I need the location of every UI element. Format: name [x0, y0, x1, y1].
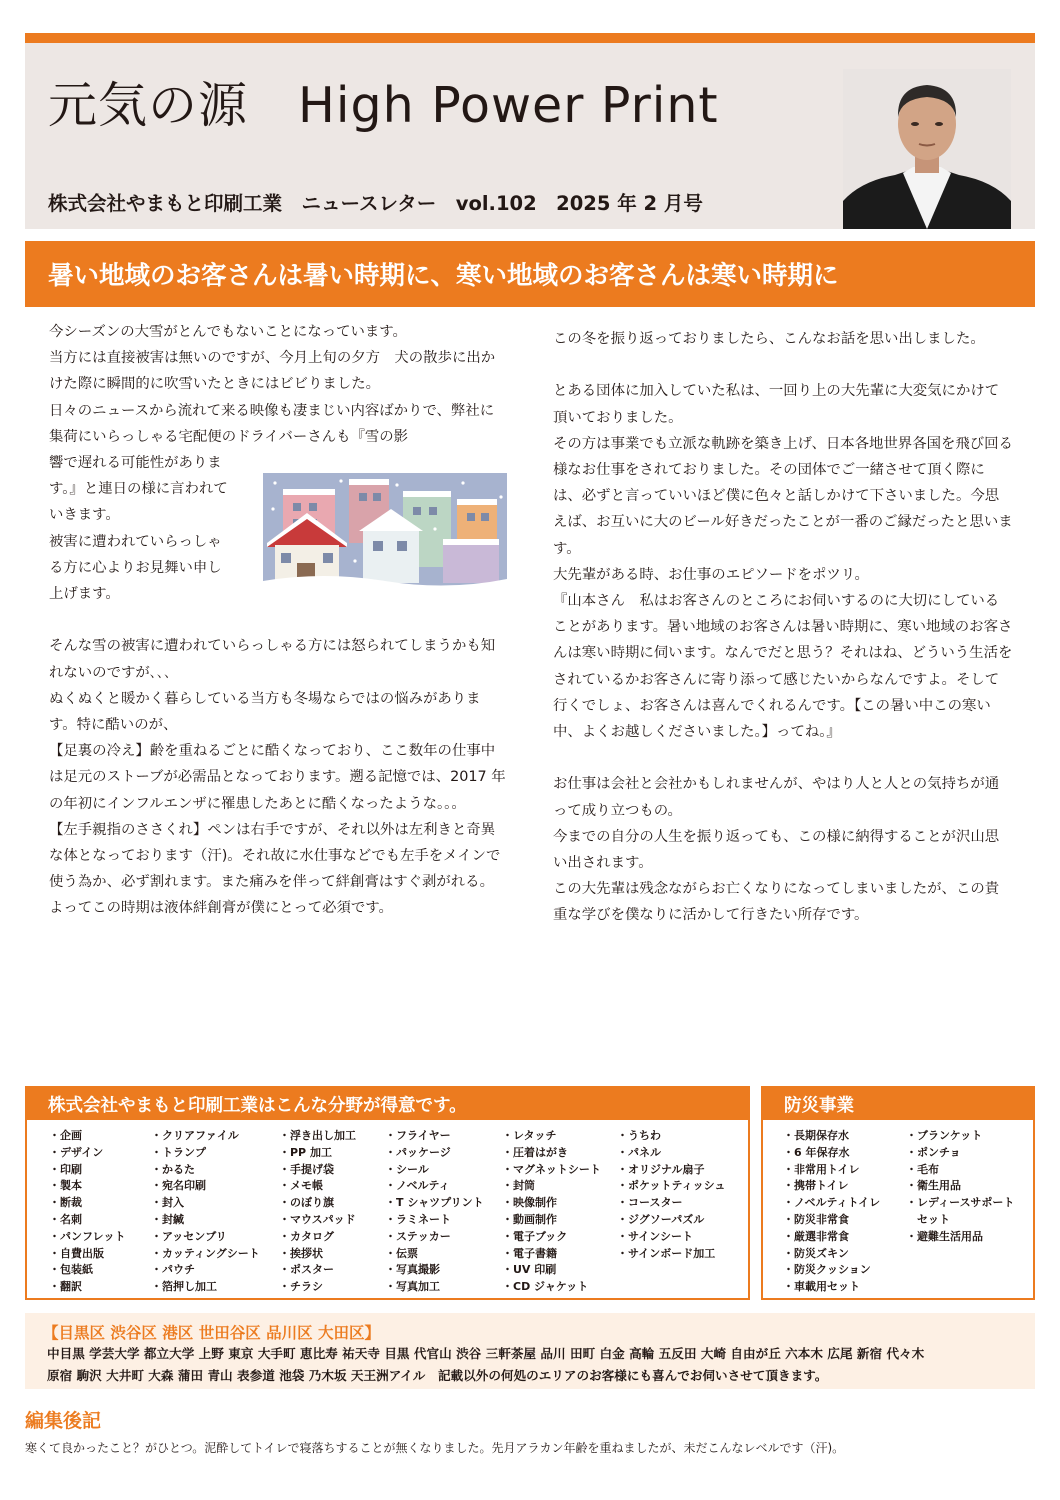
paragraph: その方は事業でも立派な軌跡を築き上げ、日本各地世界各国を飛び回る様なお仕事をされておりました。その団体でご一緒させて頂く際には、必ずと言っていいほど僕に色々と話しかけて下さいました。今思えば、お互いに大のビール好きだったことが一番のご縁だったと思います。 — [553, 435, 1013, 557]
list-item: ・チラシ — [279, 1280, 323, 1294]
list-item: ・電子書籍 — [502, 1246, 557, 1260]
disaster-prevention-box — [761, 1086, 1035, 1300]
list-item: ・防災非常食 — [783, 1212, 849, 1226]
paragraph: 当方には直接被害は無いのですが、今月上旬の夕方 犬の散歩に出かけた際に瞬間的に吹雪いたときにはビビりました。 — [49, 350, 496, 393]
services-list — [617, 1128, 725, 1262]
paragraph: ぬくぬくと暖かく暮らしている当方も冬場ならではの悩みがあります。特に酷いのが、 — [49, 690, 481, 734]
services-list — [279, 1128, 356, 1296]
list-item: ・ラミネート — [385, 1212, 451, 1226]
list-item: ・フライヤー — [385, 1129, 451, 1142]
top-accent-bar — [25, 33, 1035, 43]
newsletter-title: 元気の源 High Power Print — [48, 77, 719, 134]
service-area-line: 原宿 駒沢 大井町 大森 蒲田 青山 表参道 池袋 乃木坂 天王洲アイル 記載以外の何処のエリアのお客様にも喜んでお伺いさせて頂きます。 — [47, 1368, 828, 1383]
disaster-list — [906, 1128, 1014, 1246]
services-heading: 株式会社やまもと印刷工業はこんな分野が得意です。 — [48, 1096, 467, 1116]
list-item: ・かるた — [151, 1162, 195, 1176]
list-item: ・自費出版 — [49, 1246, 104, 1260]
list-item: ・カッティングシート — [151, 1246, 260, 1260]
list-item: ・名刺 — [49, 1212, 82, 1226]
list-item: ・封入 — [151, 1196, 184, 1210]
list-item: ・防災ズキン — [783, 1246, 849, 1260]
list-item: ・マウスパッド — [279, 1212, 356, 1226]
list-item: ・アッセンブリ — [151, 1229, 227, 1243]
services-list — [385, 1128, 484, 1296]
postscript-body: 寒くて良かったこと？がひとつ。泥酔してトイレで寝落ちすることが無くなりました。先月アラカン年齢を重ねましたが、未だこんなレベルです（汗)。 — [25, 1441, 845, 1455]
list-item: ・サインボード加工 — [617, 1246, 716, 1260]
list-item: ・封緘 — [151, 1212, 184, 1226]
author-portrait — [843, 69, 1011, 229]
list-item: ・レディースサポート — [906, 1196, 1015, 1210]
list-item: ・非常用トイレ — [783, 1162, 860, 1176]
list-item: ・浮き出し加工 — [279, 1129, 356, 1142]
article-headline-bar — [25, 241, 1035, 307]
list-item: ・コースター — [617, 1196, 683, 1210]
list-item: ・電子ブック — [502, 1229, 568, 1243]
paragraph: 響で遅れる可能性がありま — [49, 455, 222, 472]
list-item: ・ポケットティッシュ — [617, 1179, 726, 1193]
service-area-box — [25, 1313, 1035, 1389]
newsletter-subtitle: 株式会社やまもと印刷工業 ニュースレター vol.102 2025 年 2 月号 — [48, 192, 703, 215]
list-item: ・写真加工 — [385, 1280, 440, 1294]
paragraph: いきます。 — [49, 507, 120, 524]
services-list — [49, 1128, 125, 1296]
list-item: ・カタログ — [279, 1229, 334, 1243]
list-item: セット — [906, 1212, 950, 1226]
list-item: ・動画制作 — [502, 1212, 557, 1226]
list-item: ・封筒 — [502, 1179, 535, 1193]
paragraph: す。』と連日の様に言われて — [49, 481, 228, 498]
list-item: ・企画 — [49, 1129, 82, 1142]
list-item: ・ポンチョ — [906, 1145, 961, 1159]
list-item: ・衛生用品 — [906, 1179, 961, 1193]
list-item: ・厳選非常食 — [783, 1229, 849, 1243]
list-item: ・パンフレット — [49, 1229, 126, 1243]
list-item: ・毛布 — [906, 1162, 939, 1176]
paragraph: 『山本さん 私はお客さんのところにお伺いするのに大切にしていることがあります。暑い地域のお客さんは暑い時期に、寒い地域のお客さんは寒い時期に伺います。なんでだと思う？それはね、どういう生活をされているかお客さんに寄り添って感じたいからなんですよ。そして行くでしょ、お客さんは喜んでくれるんです。【この暑い中この寒い中、よくお越しくださいました。】ってね。』 — [553, 593, 1013, 741]
service-area-line: 中目黒 学芸大学 都立大学 上野 東京 大手町 恵比寿 祐天寺 目黒 代官山 渋谷 三軒茶屋 品川 田町 白金 高輪 五反田 大崎 自由が丘 六本木 広尾 新宿 代々木 — [47, 1346, 925, 1361]
list-item: ・映像制作 — [502, 1196, 557, 1210]
postscript-title: 編集後記 — [25, 1410, 102, 1432]
list-item: ・うちわ — [617, 1129, 661, 1142]
paragraph: 今までの自分の人生を振り返っても、この様に納得することが沢山思い出されます。 — [553, 828, 1000, 872]
paragraph: 大先輩がある時、お仕事のエピソードをポツリ。 — [553, 566, 869, 583]
list-item: ・避難生活用品 — [906, 1229, 983, 1243]
list-item: ・クリアファイル — [151, 1129, 239, 1142]
services-box — [25, 1086, 750, 1300]
list-item: ・6 年保存水 — [783, 1145, 850, 1159]
paragraph: この大先輩は残念ながらお亡くなりになってしまいましたが、この貴重な学びを僕なりに活かして行きたい所存です。 — [553, 881, 1000, 924]
list-item: ・パウチ — [151, 1263, 195, 1277]
list-item: ・のぼり旗 — [279, 1196, 334, 1210]
list-item: ・印刷 — [49, 1162, 82, 1176]
list-item: ・宛名印刷 — [151, 1179, 206, 1193]
paragraph: とある団体に加入していた私は、一回り上の大先輩に大変気にかけて頂いておりました。 — [553, 383, 1000, 426]
snowy-town-illustration — [263, 473, 507, 613]
article-right-column — [553, 326, 1013, 929]
paragraph: 上げます。 — [49, 586, 120, 603]
masthead — [25, 43, 1035, 229]
list-item: ・伝票 — [385, 1246, 418, 1260]
paragraph: 被害に遭われていらっしゃ — [49, 533, 222, 550]
list-item: ・メモ帳 — [279, 1179, 323, 1193]
list-item: ・防災クッション — [783, 1263, 871, 1277]
list-item: ・箔押し加工 — [151, 1280, 217, 1294]
list-item: ・写真撮影 — [385, 1263, 440, 1277]
list-item: ・T シャツプリント — [385, 1196, 484, 1210]
list-item: ・手提げ袋 — [279, 1162, 334, 1176]
paragraph: この冬を振り返っておりましたら、こんなお話を思い出しました。 — [553, 331, 985, 347]
list-item: ・デザイン — [49, 1145, 104, 1159]
list-item: ・オリジナル扇子 — [617, 1162, 705, 1176]
list-item: ・ポスター — [279, 1263, 334, 1277]
list-item: ・CD ジャケット — [502, 1280, 589, 1294]
paragraph: お仕事は会社と会社かもしれませんが、やはり人と人との気持ちが通って成り立つもの。 — [553, 776, 1000, 819]
paragraph: そんな雪の被害に遭われていらっしゃる方には怒られてしまうかも知れないのですが､､､ — [49, 638, 496, 681]
paragraph: 【左手親指のささくれ】ペンは右手ですが、それ以外は左利きと奇異な体となっております（汗)。それ故に水仕事などでも左手をメインで使う為か、必ず割れます。また痛みを伴って絆創膏はすぐ剥がれる。よってこの時期は液体絆創膏が僕にとって必須です。 — [49, 821, 501, 917]
disaster-list — [783, 1128, 880, 1296]
service-area-heading: 【目黒区 渋谷区 港区 世田谷区 品川区 大田区】 — [43, 1324, 380, 1342]
article-headline: 暑い地域のお客さんは暑い時期に、寒い地域のお客さんは寒い時期に — [48, 261, 839, 291]
list-item: ・ジグソーパズル — [617, 1212, 705, 1226]
list-item: ・サインシート — [617, 1229, 693, 1243]
list-item: ・ノベルティ — [385, 1179, 450, 1193]
list-item: ・車載用セット — [783, 1280, 860, 1294]
list-item: ・断裁 — [49, 1196, 82, 1210]
list-item: ・マグネットシート — [502, 1162, 601, 1176]
services-list — [502, 1128, 601, 1296]
list-item: ・製本 — [49, 1179, 82, 1193]
list-item: ・パッケージ — [385, 1145, 451, 1159]
list-item: ・UV 印刷 — [502, 1263, 557, 1277]
list-item: ・圧着はがき — [502, 1145, 568, 1159]
paragraph: 今シーズンの大雪がとんでもないことになっています。 — [49, 324, 407, 340]
list-item: ・挨拶状 — [279, 1246, 323, 1260]
list-item: ・ブランケット — [906, 1129, 983, 1142]
list-item: ・PP 加工 — [279, 1145, 332, 1159]
list-item: ・パネル — [617, 1145, 661, 1159]
services-list — [151, 1128, 260, 1296]
list-item: ・ステッカー — [385, 1229, 451, 1243]
list-item: ・トランプ — [151, 1145, 206, 1159]
article-left-column — [49, 319, 507, 922]
list-item: ・長期保存水 — [783, 1129, 849, 1142]
list-item: ・携帯トイレ — [783, 1179, 849, 1193]
paragraph: 【足裏の冷え】齢を重ねるごとに酷くなっており、ここ数年の仕事中は足元のストーブが必需品となっております。遡る記憶では、2017 年の年初にインフルエンザに罹患したあとに酷くなったような｡｡｡ — [49, 743, 506, 812]
list-item: ・ノベルティトイレ — [783, 1196, 881, 1210]
list-item: ・シール — [385, 1162, 429, 1176]
paragraph: る方に心よりお見舞い申し — [49, 559, 222, 576]
list-item: ・包装紙 — [49, 1263, 93, 1277]
disaster-heading-bar — [763, 1088, 1033, 1120]
list-item: ・レタッチ — [502, 1129, 557, 1142]
disaster-heading: 防災事業 — [784, 1096, 854, 1116]
services-heading-bar — [27, 1088, 748, 1120]
paragraph: 日々のニュースから流れて来る映像も凄まじい内容ばかりで、弊社に集荷にいらっしゃる宅配便のドライバーさんも『雪の影 — [49, 402, 495, 445]
list-item: ・翻訳 — [49, 1280, 82, 1294]
